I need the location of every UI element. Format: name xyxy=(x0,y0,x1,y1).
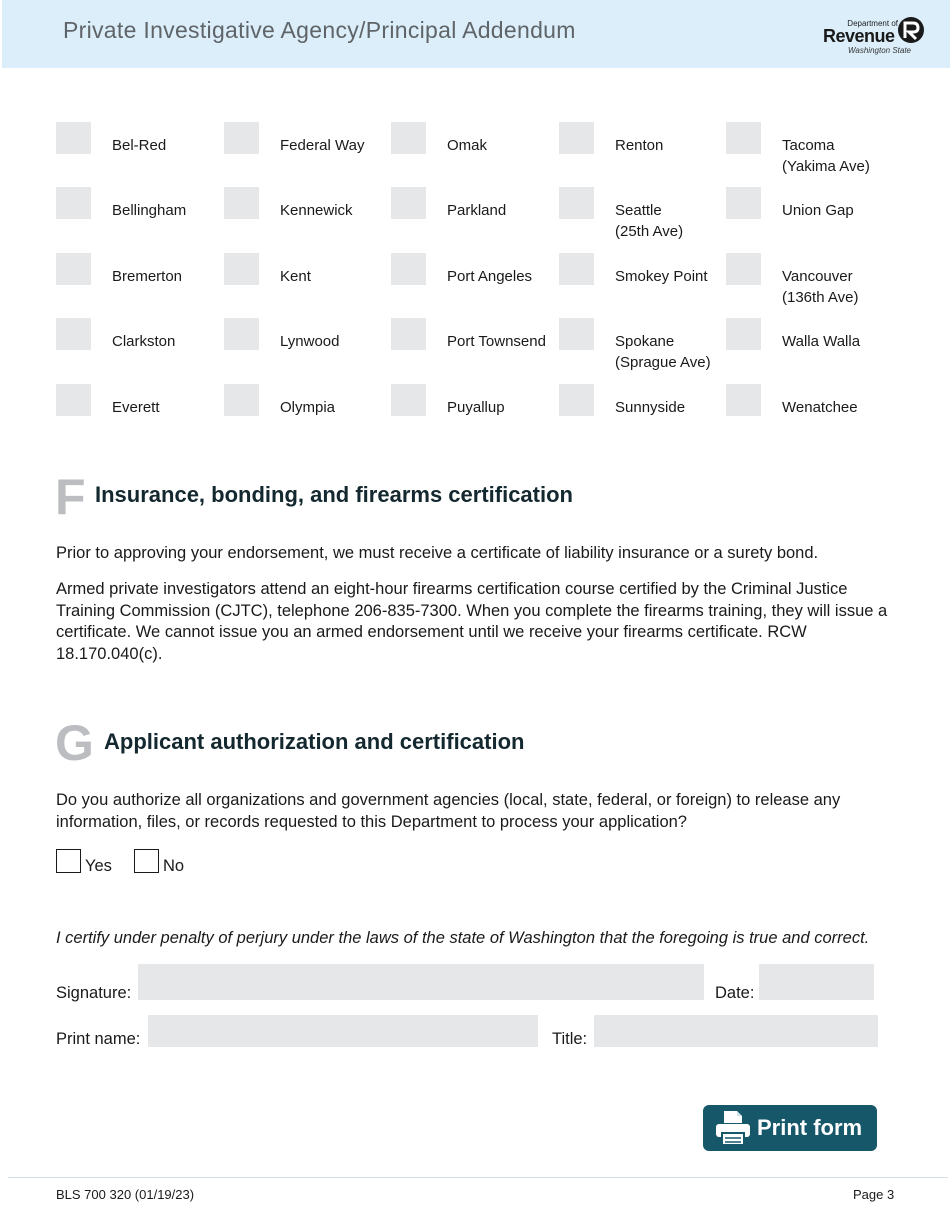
form-number: BLS 700 320 (01/19/23) xyxy=(56,1187,195,1202)
location-checkbox-union-gap[interactable] xyxy=(726,187,761,219)
yes-label: Yes xyxy=(85,857,112,875)
location-name: Wenatchee xyxy=(782,399,858,416)
printer-icon xyxy=(713,1109,753,1147)
location-label-port-angeles xyxy=(447,266,532,287)
location-label-kent xyxy=(280,266,311,287)
location-label-spokane xyxy=(615,331,711,373)
location-label-wenatchee xyxy=(782,397,858,418)
location-name: Bremerton xyxy=(112,268,183,285)
location-checkbox-federal-way[interactable] xyxy=(224,122,259,154)
location-checkbox-bremerton[interactable] xyxy=(56,253,91,285)
location-checkbox-seattle[interactable] xyxy=(559,187,594,219)
section-f-letter: F xyxy=(55,469,86,525)
location-name: Seattle xyxy=(615,202,662,219)
location-name: Puyallup xyxy=(447,399,505,416)
location-name: Kennewick xyxy=(280,202,353,219)
print-name-field[interactable] xyxy=(148,1015,538,1047)
location-name: Union Gap xyxy=(782,202,854,219)
page-number: Page 3 xyxy=(853,1187,895,1202)
location-label-sunnyside xyxy=(615,397,685,418)
location-detail: (25th Ave) xyxy=(615,223,684,240)
section-g-title: Applicant authorization and certification xyxy=(104,729,525,754)
location-name: Clarkston xyxy=(112,333,176,350)
location-label-seattle xyxy=(615,200,683,242)
location-label-bellingham xyxy=(112,200,186,221)
location-detail: (Yakima Ave) xyxy=(782,158,870,175)
location-checkbox-clarkston[interactable] xyxy=(56,318,91,350)
location-checkbox-wenatchee[interactable] xyxy=(726,384,761,416)
print-form-button[interactable] xyxy=(703,1105,877,1151)
title-label: Title: xyxy=(552,1030,588,1048)
location-label-federal-way xyxy=(280,135,364,156)
location-name: Walla Walla xyxy=(782,333,861,350)
location-name: Lynwood xyxy=(280,333,340,350)
location-name: Federal Way xyxy=(280,137,365,154)
print-form-label: Print form xyxy=(757,1115,863,1140)
location-name: Port Townsend xyxy=(447,333,546,350)
location-label-union-gap xyxy=(782,200,854,221)
location-name: Smokey Point xyxy=(615,268,708,285)
form-title: Private Investigative Agency/Principal Addendum xyxy=(63,17,576,43)
location-checkbox-kennewick[interactable] xyxy=(224,187,259,219)
location-name: Spokane xyxy=(615,333,675,350)
location-label-tacoma xyxy=(782,135,870,177)
location-label-port-townsend xyxy=(447,331,546,352)
signature-label: Signature: xyxy=(56,984,132,1002)
authorization-question: Do you authorize all organizations and government agencies (local, state, federal, or foreign) to release any information, files, or records requested to this Department to process your application? xyxy=(56,791,841,831)
location-checkbox-olympia[interactable] xyxy=(224,384,259,416)
location-label-everett xyxy=(112,397,160,418)
location-label-puyallup xyxy=(447,397,505,418)
location-name: Everett xyxy=(112,399,160,416)
location-name: Olympia xyxy=(280,399,336,416)
location-checkbox-bel-red[interactable] xyxy=(56,122,91,154)
location-name: Parkland xyxy=(447,202,507,219)
yes-checkbox[interactable] xyxy=(56,849,81,873)
location-label-omak xyxy=(447,135,487,156)
firearms-paragraph: Armed private investigators attend an eight-hour firearms certification course certified by the Criminal Justice Training Commission (CJTC), telephone 206-835-7300. When you complete the firearms training, they will issue a certificate. We cannot issue you an armed endorsement until we receive your firearms certificate. RCW 18.170.040(c). xyxy=(56,580,888,663)
dor-logo xyxy=(820,14,930,60)
location-checkbox-renton[interactable] xyxy=(559,122,594,154)
insurance-paragraph: Prior to approving your endorsement, we must receive a certificate of liability insurance or a surety bond. xyxy=(56,544,819,562)
location-label-bremerton xyxy=(112,266,182,287)
logo-dept-text: Department of xyxy=(847,19,898,28)
certification-statement: I certify under penalty of perjury under the laws of the state of Washington that the foregoing is true and correct. xyxy=(56,929,870,947)
location-name: Vancouver xyxy=(782,268,853,285)
logo-state-text: Washington State xyxy=(848,46,912,55)
print-name-label: Print name: xyxy=(56,1030,141,1048)
date-field[interactable] xyxy=(759,964,874,1000)
location-checkbox-spokane[interactable] xyxy=(559,318,594,350)
no-checkbox[interactable] xyxy=(134,849,159,873)
revenue-logo-icon xyxy=(896,15,926,45)
location-label-walla-walla xyxy=(782,331,860,352)
location-name: Port Angeles xyxy=(447,268,533,285)
location-name: Bellingham xyxy=(112,202,187,219)
location-checkbox-sunnyside[interactable] xyxy=(559,384,594,416)
page-header xyxy=(2,0,950,68)
location-name: Renton xyxy=(615,137,664,154)
footer-divider xyxy=(8,1177,948,1178)
location-name: Tacoma xyxy=(782,137,835,154)
section-f-title: Insurance, bonding, and firearms certification xyxy=(95,482,573,507)
location-label-lynwood xyxy=(280,331,340,352)
section-g-letter: G xyxy=(55,715,94,771)
location-name: Omak xyxy=(447,137,488,154)
location-label-clarkston xyxy=(112,331,175,352)
location-checkbox-omak[interactable] xyxy=(391,122,426,154)
location-label-parkland xyxy=(447,200,506,221)
location-label-olympia xyxy=(280,397,335,418)
logo-revenue-text: Revenue xyxy=(823,26,895,46)
location-checkbox-port-townsend[interactable] xyxy=(391,318,426,350)
date-label: Date: xyxy=(715,984,755,1002)
location-checkbox-walla-walla[interactable] xyxy=(726,318,761,350)
location-checkbox-smokey-point[interactable] xyxy=(559,253,594,285)
location-checkbox-everett[interactable] xyxy=(56,384,91,416)
location-checkbox-puyallup[interactable] xyxy=(391,384,426,416)
location-label-vancouver xyxy=(782,266,858,308)
no-label: No xyxy=(163,857,185,875)
location-checkbox-port-angeles[interactable] xyxy=(391,253,426,285)
location-checkbox-parkland[interactable] xyxy=(391,187,426,219)
location-checkbox-kent[interactable] xyxy=(224,253,259,285)
location-name: Kent xyxy=(280,268,311,285)
location-checkbox-vancouver[interactable] xyxy=(726,253,761,285)
location-label-renton xyxy=(615,135,663,156)
location-detail: (Sprague Ave) xyxy=(615,354,711,371)
location-detail: (136th Ave) xyxy=(782,289,859,306)
location-checkbox-bellingham[interactable] xyxy=(56,187,91,219)
location-name: Sunnyside xyxy=(615,399,686,416)
location-checkbox-lynwood[interactable] xyxy=(224,318,259,350)
location-checkbox-tacoma[interactable] xyxy=(726,122,761,154)
location-name: Bel-Red xyxy=(112,137,167,154)
location-label-smokey-point xyxy=(615,266,708,287)
location-label-bel-red xyxy=(112,135,166,156)
signature-field[interactable] xyxy=(138,964,704,1000)
title-field[interactable] xyxy=(594,1015,878,1047)
location-label-kennewick xyxy=(280,200,353,221)
